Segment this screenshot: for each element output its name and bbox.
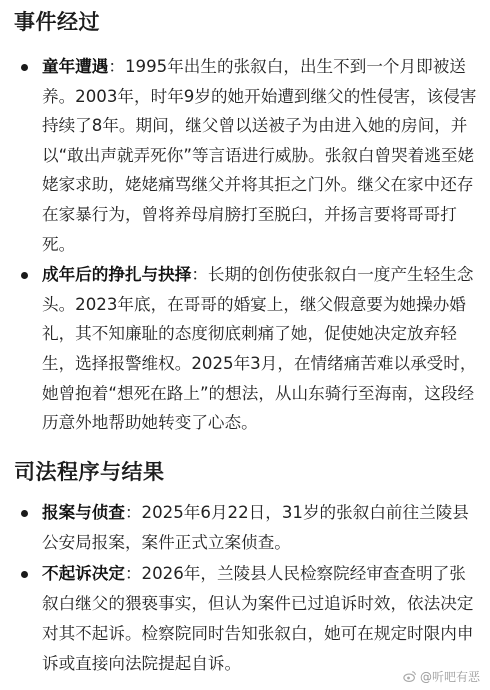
list-item-adulthood xyxy=(0,260,490,438)
watermark-text: @听吧有恶 xyxy=(419,670,480,684)
item-lead-adulthood: 成年后的挣扎与抉择 xyxy=(42,265,192,285)
item-lead-report: 报案与侦查 xyxy=(42,503,125,522)
section-title-judicial: 司法程序与结果 xyxy=(14,460,165,484)
list-item-childhood xyxy=(0,52,490,259)
bullet-dot-icon xyxy=(21,64,28,71)
item-text-report: ：2025年6月22日，31岁的张叙白前往兰陵县公安局报案，案件正式立案侦查。 xyxy=(42,503,469,552)
item-lead-childhood: 童年遭遇 xyxy=(42,57,109,76)
judicial-list xyxy=(0,498,490,679)
item-text-non-prosecution: ：2026年，兰陵县人民检察院经审查查明了张叙白继父的猥亵事实，但认为案件已过追诉时效，依法决定对其不起诉。检察院同时告知张叙白，她可在规定时限内申诉或直接向法院提起自诉。 xyxy=(42,564,474,673)
section-title-event: 事件经过 xyxy=(14,10,100,34)
watermark xyxy=(403,668,480,685)
bullet-dot-icon xyxy=(21,272,28,279)
bullet-dot-icon xyxy=(21,510,28,517)
item-text-childhood: ：1995年出生的张叙白，出生不到一个月即被送养。2003年，时年9岁的她开始遭到继父的性侵害，该侵害持续了8年。期间，继父曾以送被子为由进入她的房间，并以“敢出声就弄死你”等言语进行威胁。张叙白曾哭着逃至姥姥家求助，姥姥痛骂继父并将其拒之门外。继父在家中还存在家暴行为，曾将养母肩膀打至脱臼，并扬言要将哥哥打死。 xyxy=(42,57,477,254)
list-item-non-prosecution xyxy=(0,559,490,679)
event-list xyxy=(0,52,490,438)
bullet-dot-icon xyxy=(21,571,28,578)
weibo-logo-icon xyxy=(403,669,417,683)
item-lead-non-prosecution: 不起诉决定 xyxy=(42,564,125,583)
item-text-adulthood: ：长期的创伤使张叙白一度产生轻生念头。2023年底，在哥哥的婚宴上，继父假意要为她操办婚礼，其不知廉耻的态度彻底刺痛了她，促使她决定放弃轻生，选择报警维权。2025年3月，在情绪痛苦难以承受时，她曾抱着“想死在路上”的想法，从山东骑行至海南，这段经历意外地帮助她转变了心态。 xyxy=(42,265,477,433)
list-item-report xyxy=(0,498,490,558)
